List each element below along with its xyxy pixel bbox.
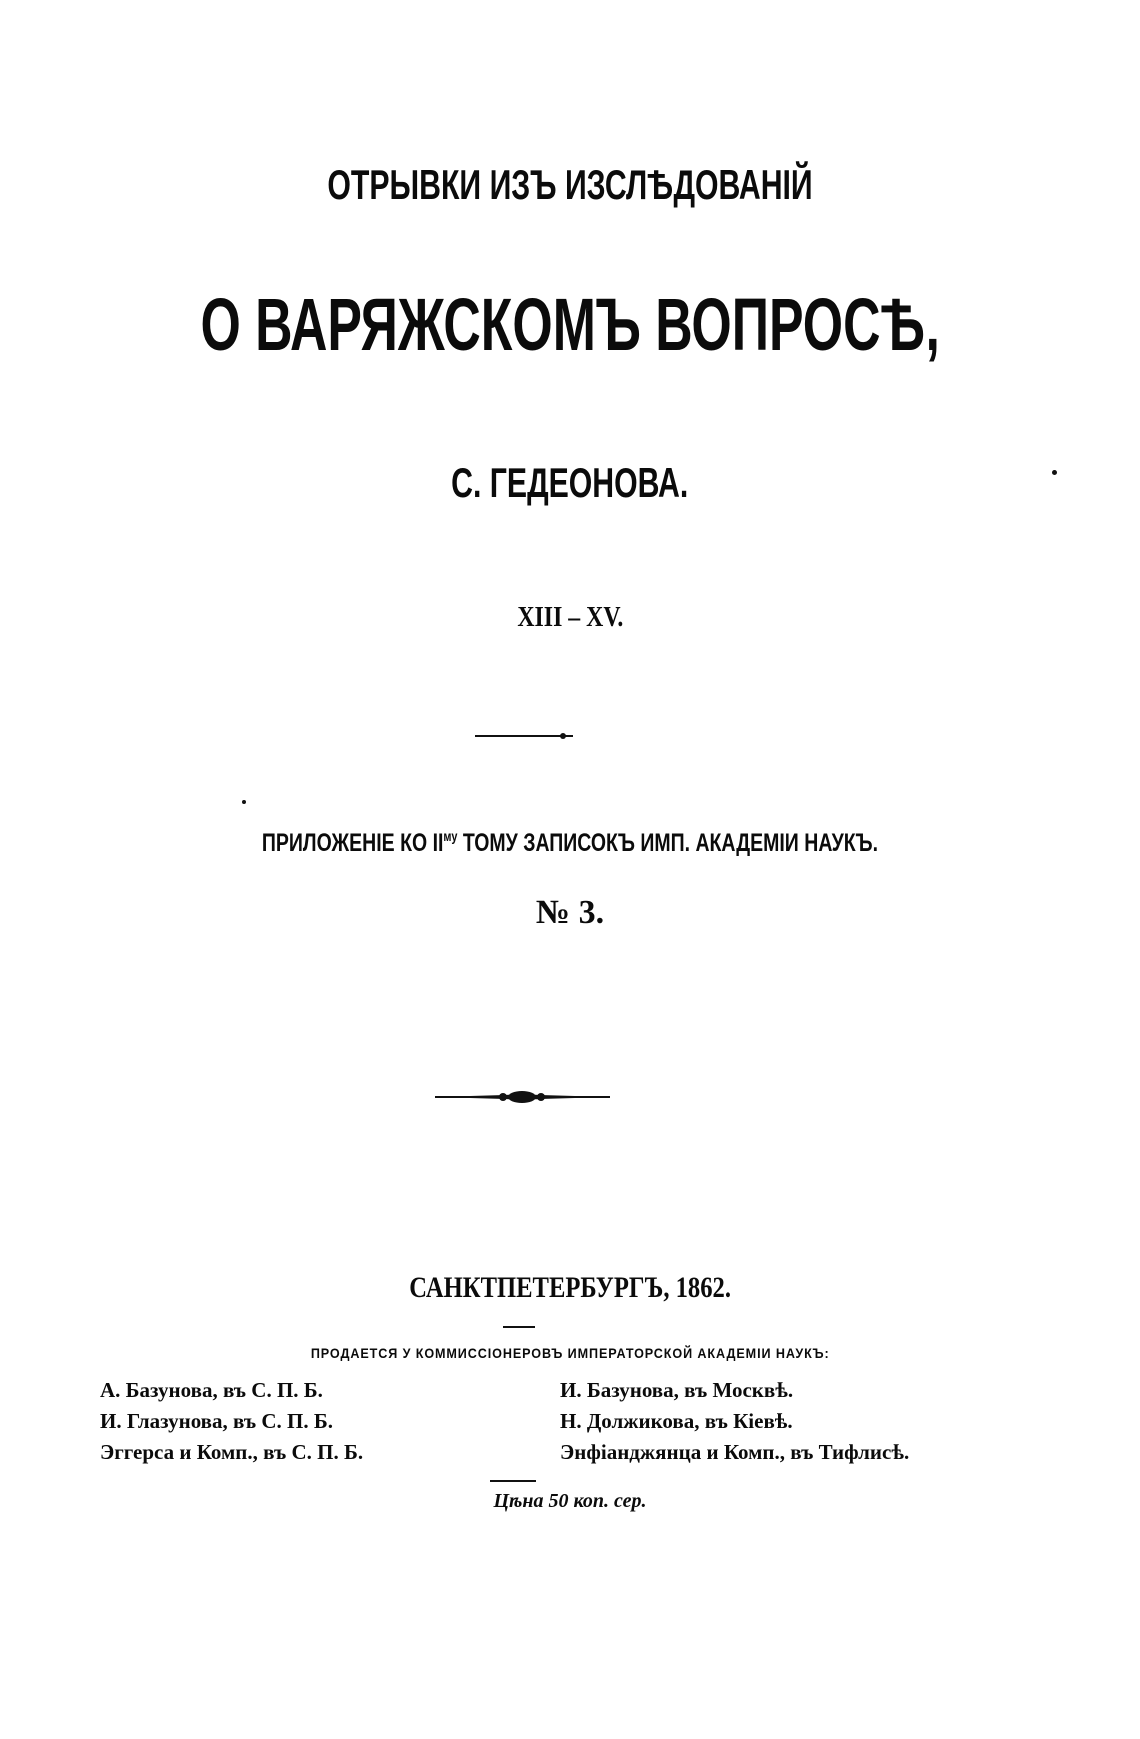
bookseller-entry: И. Базунова, въ Москвѣ. xyxy=(560,1378,794,1402)
city-year-line xyxy=(0,1270,1140,1305)
appendix-text-after: ТОМУ ЗАПИСОКЪ ИМП. АКАДЕМІИ НАУКЪ. xyxy=(457,829,879,857)
booksellers-left-column xyxy=(100,1375,363,1468)
bookseller-entry: А. Базунова, въ С. П. Б. xyxy=(100,1378,323,1402)
issue-number-line xyxy=(0,892,1140,932)
short-rule-bottom xyxy=(490,1480,536,1482)
booksellers-right-column xyxy=(560,1375,940,1468)
sold-by-text: ПРОДАЕТСЯ У КОММИССІОНЕРОВЪ ИМПЕРАТОРСКОЙ АКАДЕМІИ НАУКЪ: xyxy=(310,1345,830,1361)
appendix-line xyxy=(0,828,1140,858)
bookseller-entry: И. Глазунова, въ С. П. Б. xyxy=(100,1409,333,1433)
appendix-superscript: му xyxy=(443,828,458,844)
decorative-ornament xyxy=(435,1086,610,1108)
appendix-text xyxy=(262,828,878,858)
small-divider-ornament xyxy=(475,730,580,742)
print-speck xyxy=(242,800,246,804)
author-name: С. ГЕДЕОНОВА. xyxy=(451,459,689,506)
print-speck xyxy=(1052,470,1057,475)
title-line-2-text: О ВАРЯЖСКОМЪ ВОПРОСѢ, xyxy=(200,283,940,366)
chapters-line xyxy=(0,600,1140,634)
appendix-text-before: ПРИЛОЖЕНІЕ КО II xyxy=(261,829,444,857)
bookseller-entry: Н. Должикова, въ Кіевѣ. xyxy=(560,1409,793,1433)
price-line xyxy=(0,1488,1140,1513)
bookseller-entry: Энфіанджянца и Комп., въ Тифлисѣ. xyxy=(560,1440,910,1464)
price-text: Цѣна 50 коп. сер. xyxy=(493,1490,647,1512)
sold-by-line xyxy=(0,1345,1140,1362)
chapters-text: XIII – XV. xyxy=(516,602,624,633)
booksellers-list xyxy=(100,1375,940,1468)
title-line-1 xyxy=(0,160,1140,209)
title-line-1-text: ОТРЫВКИ ИЗЪ ИЗСЛѢДОВАНІЙ xyxy=(327,161,813,208)
title-line-2 xyxy=(0,282,1140,368)
city-year: САНКТПЕТЕРБУРГЪ, 1862. xyxy=(409,1271,731,1304)
short-rule-top xyxy=(503,1326,535,1328)
author-line xyxy=(0,458,1140,507)
issue-number: № 3. xyxy=(535,894,605,931)
bookseller-entry: Эггерса и Комп., въ С. П. Б. xyxy=(100,1440,364,1464)
